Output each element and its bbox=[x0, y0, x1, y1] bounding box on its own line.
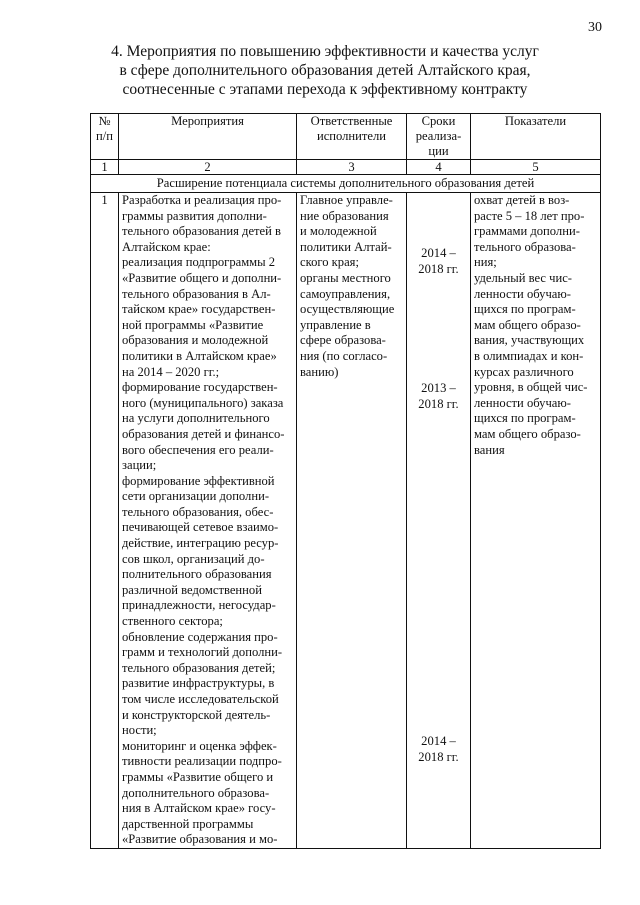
term-start: 2014 – bbox=[421, 246, 456, 260]
text-line: тельного образования, обес- bbox=[122, 504, 274, 519]
heading-line: соотнесенные с этапами перехода к эффективному контракту bbox=[122, 81, 528, 98]
term-start: 2013 – bbox=[421, 381, 456, 395]
page-number: 30 bbox=[588, 20, 602, 35]
text-line: политики Алтай- bbox=[300, 239, 392, 254]
text-line: грамм и технологий дополни- bbox=[122, 645, 283, 660]
table-header-row bbox=[91, 114, 601, 160]
text-line: ния; bbox=[474, 255, 497, 270]
column-number: 5 bbox=[471, 160, 601, 175]
indicators-cell bbox=[471, 193, 601, 849]
document-heading bbox=[60, 42, 590, 99]
text-line: Главное управле- bbox=[300, 193, 393, 207]
text-line: тельного образования детей; bbox=[122, 660, 276, 675]
text-line: действие, интеграцию ресур- bbox=[122, 536, 279, 551]
text-line: сов школ, организаций до- bbox=[122, 551, 265, 566]
text-line: Разработка и реализация про- bbox=[122, 193, 282, 207]
text-line: граммы развития дополни- bbox=[122, 208, 267, 223]
header-measures bbox=[119, 114, 297, 160]
text-line: осуществляющие bbox=[300, 302, 395, 317]
header-terms bbox=[407, 114, 471, 160]
text-line: органы местного bbox=[300, 270, 391, 285]
section-row bbox=[91, 175, 601, 193]
text-line: на услуги дополнительного bbox=[122, 411, 270, 426]
text-line: полнительного образования bbox=[122, 567, 272, 582]
text-line: ленности обучаю- bbox=[474, 286, 571, 301]
text-line: граммы «Развитие общего и bbox=[122, 769, 274, 784]
text-line: удельный вес чис- bbox=[474, 270, 572, 285]
text-line: ния (по согласо- bbox=[300, 348, 388, 363]
text-line: ленности обучаю- bbox=[474, 395, 571, 410]
text-line: и молодежной bbox=[300, 224, 377, 239]
responsible-cell bbox=[297, 193, 407, 849]
text-line: Алтайском крае: bbox=[122, 239, 211, 254]
text-line: различной ведомственной bbox=[122, 582, 262, 597]
heading-line: в сфере дополнительного образования детей Алтайского края, bbox=[119, 62, 531, 79]
text-line: самоуправления, bbox=[300, 286, 391, 301]
term-start: 2014 – bbox=[421, 734, 456, 748]
text-line: дарственной программы bbox=[122, 816, 254, 831]
text-line: щихся по програм- bbox=[474, 411, 576, 426]
text-line: сфере образова- bbox=[300, 333, 386, 348]
text-line: развитие инфраструктуры, в bbox=[122, 676, 275, 691]
term-end: 2018 гг. bbox=[418, 262, 459, 276]
text-line: управление в bbox=[300, 317, 371, 332]
text-line: Ответственные bbox=[310, 114, 393, 128]
text-line: вания, участвующих bbox=[474, 333, 585, 348]
text-line: «Развитие образования и мо- bbox=[122, 832, 278, 847]
text-line: ной программы «Развитие bbox=[122, 317, 264, 332]
text-line: политики в Алтайском крае» bbox=[122, 348, 277, 363]
text-line: вания bbox=[474, 442, 505, 457]
heading-line: 4. Мероприятия по повышению эффективности и качества услуг bbox=[111, 43, 539, 60]
text-line: образования и молодежной bbox=[122, 333, 269, 348]
text-line: на 2014 – 2020 гг.; bbox=[122, 364, 220, 379]
terms-cell bbox=[407, 193, 471, 849]
text-line: курсах различного bbox=[474, 364, 574, 379]
text-line: п/п bbox=[96, 129, 113, 143]
text-line: реализация подпрограммы 2 bbox=[122, 255, 276, 270]
text-line: ции bbox=[428, 144, 449, 158]
column-number: 2 bbox=[119, 160, 297, 175]
term-end: 2018 гг. bbox=[418, 750, 459, 764]
row-number: 1 bbox=[91, 193, 119, 849]
text-line: сети организации дополни- bbox=[122, 489, 270, 504]
text-line: охват детей в воз- bbox=[474, 193, 570, 207]
text-line: ние образования bbox=[300, 208, 389, 223]
text-line: граммами дополни- bbox=[474, 224, 580, 239]
header-indicators bbox=[471, 114, 601, 160]
text-line: в олимпиадах и кон- bbox=[474, 348, 584, 363]
text-line: ного (муниципального) заказа bbox=[122, 395, 284, 410]
text-line: обновление содержания про- bbox=[122, 629, 278, 644]
text-line: ского края; bbox=[300, 255, 359, 270]
text-line: тельного образова- bbox=[474, 239, 576, 254]
term-period bbox=[407, 733, 470, 765]
text-line: мам общего образо- bbox=[474, 317, 581, 332]
text-line: образования детей и финансо- bbox=[122, 426, 285, 441]
section-title: Расширение потенциала системы дополнительного образования детей bbox=[91, 175, 601, 193]
text-line: Сроки bbox=[421, 114, 456, 128]
text-line: ственного сектора; bbox=[122, 614, 223, 629]
column-number: 3 bbox=[297, 160, 407, 175]
header-responsible bbox=[297, 114, 407, 160]
text-line: Показатели bbox=[504, 114, 567, 128]
measures-cell bbox=[119, 193, 297, 849]
term-end: 2018 гг. bbox=[418, 397, 459, 411]
text-line: ности; bbox=[122, 723, 157, 738]
text-line: реализа- bbox=[415, 129, 462, 143]
text-line: печивающей сетевое взаимо- bbox=[122, 520, 279, 535]
text-line: расте 5 – 18 лет про- bbox=[474, 208, 585, 223]
text-line: тивности реализации подпро- bbox=[122, 754, 282, 769]
text-line: формирование эффективной bbox=[122, 473, 275, 488]
text-line: ванию) bbox=[300, 364, 339, 379]
text-line: уровня, в общей чис- bbox=[474, 380, 588, 395]
text-line: том числе исследовательской bbox=[122, 692, 279, 706]
text-line: № bbox=[98, 114, 111, 128]
term-period bbox=[407, 245, 470, 277]
text-line: тельного образования в Ал- bbox=[122, 286, 271, 301]
text-line: щихся по програм- bbox=[474, 302, 576, 317]
column-numbers-row bbox=[91, 160, 601, 175]
header-number bbox=[91, 114, 119, 160]
text-line: принадлежности, негосудар- bbox=[122, 598, 276, 613]
table-row bbox=[91, 193, 601, 849]
text-line: «Развитие общего и дополни- bbox=[122, 270, 282, 285]
text-line: тайском крае» государствен- bbox=[122, 302, 276, 317]
text-line: дополнительного образова- bbox=[122, 785, 270, 800]
column-number: 4 bbox=[407, 160, 471, 175]
text-line: мам общего образо- bbox=[474, 426, 581, 441]
text-line: и конструкторской деятель- bbox=[122, 707, 271, 722]
text-line: ния в Алтайском крае» госу- bbox=[122, 801, 276, 816]
text-line: исполнители bbox=[316, 129, 387, 143]
text-line: Мероприятия bbox=[171, 114, 244, 128]
text-line: мониторинг и оценка эффек- bbox=[122, 738, 277, 753]
measures-table bbox=[90, 113, 601, 849]
text-line: вого обеспечения его реали- bbox=[122, 442, 274, 457]
text-line: зации; bbox=[122, 458, 157, 473]
term-period bbox=[407, 380, 470, 412]
text-line: тельного образования детей в bbox=[122, 224, 281, 239]
text-line: формирование государствен- bbox=[122, 380, 278, 395]
column-number: 1 bbox=[91, 160, 119, 175]
